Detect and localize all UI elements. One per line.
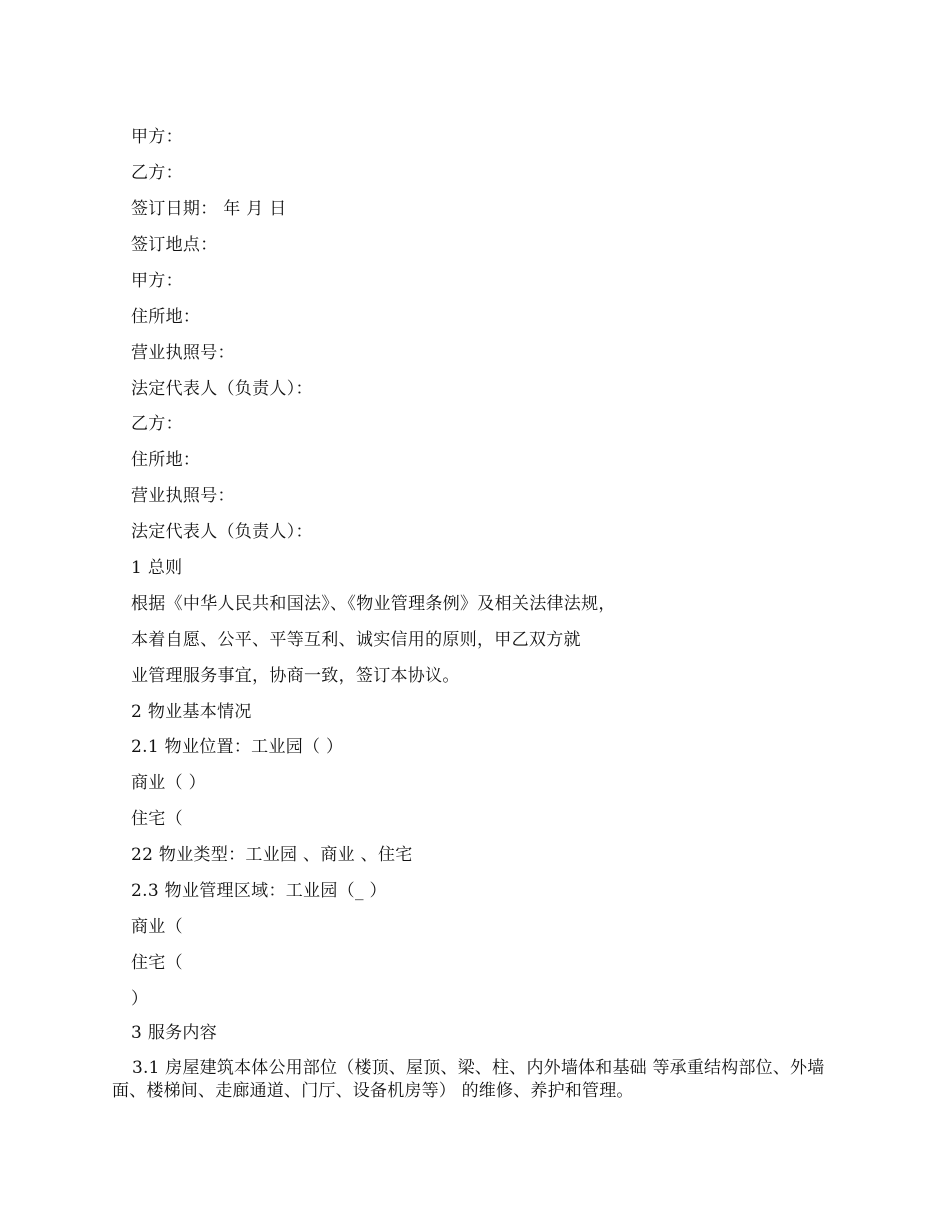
party-b-representative-line: 法定代表人（负责人）：	[131, 522, 313, 542]
party-a-address-line: 住所地：	[131, 307, 201, 327]
property-type-line: 22 物业类型：工业园 、商业 、住宅	[131, 845, 413, 865]
property-commercial-line: 商业（ ）	[131, 773, 206, 793]
signing-date-line: 签订日期： 年 月 日	[131, 199, 287, 219]
closing-bracket-line: ）	[131, 989, 149, 1009]
party-b-license-line: 营业执照号：	[131, 486, 235, 506]
clause-3-1-paragraph: 3.1 房屋建筑本体公用部位（楼顶、屋顶、梁、柱、内外墙体和基础 等承重结构部位、外墙面、楼梯间、走廊通道、门厅、设备机房等） 的维修、养护和管理。	[112, 1058, 825, 1101]
section-3-heading: 3 服务内容	[131, 1023, 218, 1043]
management-commercial-line: 商业（	[131, 917, 183, 937]
party-b-label: 乙方：	[131, 163, 183, 183]
property-residential-line: 住宅（	[131, 809, 183, 829]
party-a-representative-line: 法定代表人（负责人）：	[131, 379, 313, 399]
general-text-line-1: 根据《中华人民共和国法》、《物业管理条例》及相关法律法规，	[131, 594, 616, 614]
general-text-line-3: 业管理服务事宜，协商一致，签订本协议。	[131, 666, 460, 686]
property-location-line: 2.1 物业位置：工业园（ ）	[131, 737, 344, 757]
management-residential-line: 住宅（	[131, 953, 183, 973]
party-b-address-line: 住所地：	[131, 450, 201, 470]
section-1-heading: 1 总则	[131, 558, 183, 578]
section-2-heading: 2 物业基本情况	[131, 702, 252, 722]
general-text-line-2: 本着自愿、公平、平等互利、诚实信用的原则，甲乙双方就	[131, 630, 581, 650]
signing-place-line: 签订地点：	[131, 235, 218, 255]
party-a-detail-label: 甲方：	[131, 271, 183, 291]
management-area-line: 2.3 物业管理区域：工业园（_ ）	[131, 881, 387, 901]
party-a-label: 甲方：	[131, 127, 183, 147]
party-a-license-line: 营业执照号：	[131, 343, 235, 363]
party-b-detail-label: 乙方：	[131, 414, 183, 434]
